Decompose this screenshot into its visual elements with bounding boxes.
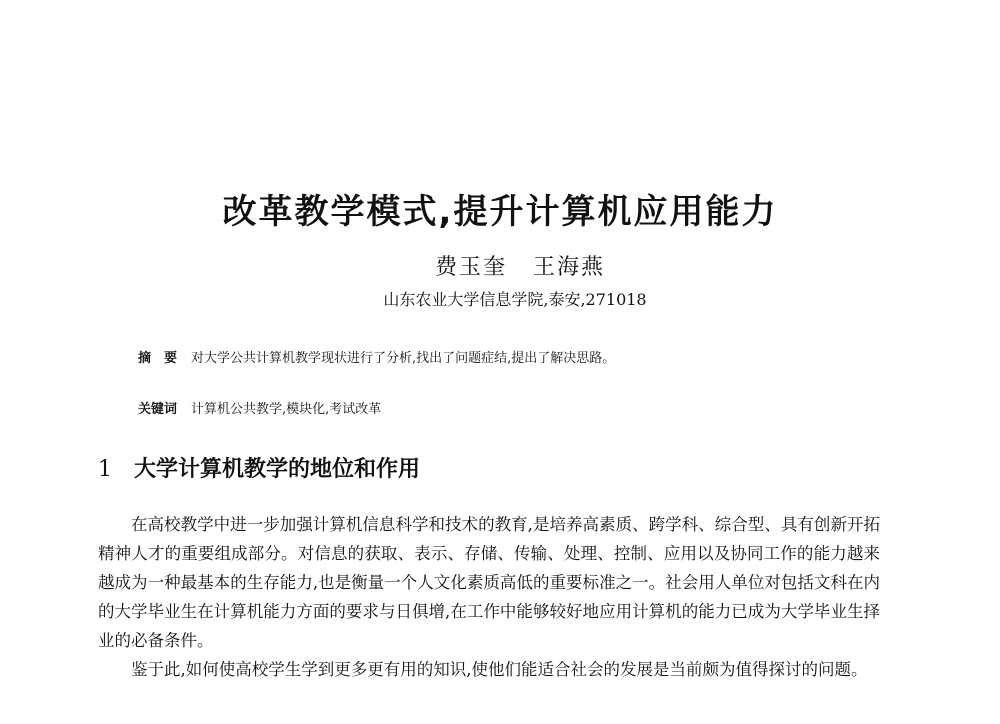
keywords-label: 关键词 [138,402,178,417]
abstract-label: 摘 要 [138,351,178,366]
section-number: 1 [98,457,112,482]
paragraph: 鉴于此,如何使高校学生学到更多更有用的知识,使他们能适合社会的发展是当前颇为值得探讨的问题。 [131,660,868,679]
author-name: 费玉奎 [434,255,507,280]
affiliation: 山东农业大学信息学院,泰安,271018 [383,290,647,309]
paper-title: 改革教学模式,提升计算机应用能力 [222,192,778,232]
author-name: 王海燕 [533,255,606,280]
author-list [0,250,1000,281]
abstract-text: 对大学公共计算机教学现状进行了分析,找出了问题症结,提出了解决思路。 [191,351,616,366]
body-text [98,510,880,684]
abstract [138,347,615,366]
section-title: 大学计算机教学的地位和作用 [134,457,421,482]
paragraph: 在高校教学中进一步加强计算机信息科学和技术的教育,是培养高素质、跨学科、综合型、具有创新开拓精神人才的重要组成部分。对信息的获取、表示、存储、传输、处理、控制、应用以及协同工作的能力越来越成为一种最基本的生存能力,也是衡量一个人文化素质高低的重要标准之一。社会用人单位对包括文科在内的大学毕业生在计算机能力方面的要求与日俱增,在工作中能够较好地应用计算机的能力已成为大学毕业生择业的必备条件。 [98,515,880,650]
keywords-text: 计算机公共教学,模块化,考试改革 [191,402,382,417]
keywords [138,398,381,417]
section-heading [98,452,420,483]
